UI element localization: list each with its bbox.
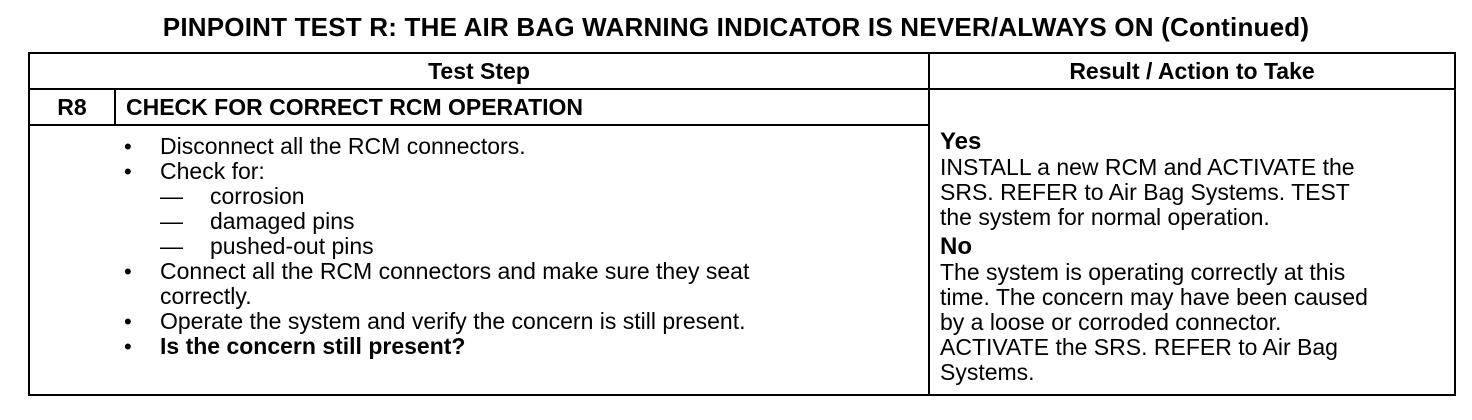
- header-test-step: Test Step: [428, 58, 530, 84]
- result-action-line: SRS. REFER to Air Bag Systems. TEST: [940, 179, 1350, 205]
- pinpoint-test-table: [28, 52, 1456, 396]
- step-id: R8: [57, 94, 87, 120]
- dash-icon: —: [160, 208, 183, 234]
- result-action-line: by a loose or corroded connector.: [940, 309, 1282, 335]
- instruction-text: Is the concern still present?: [160, 333, 466, 359]
- sub-item-text: pushed-out pins: [210, 233, 374, 259]
- result-action-line: The system is operating correctly at this: [940, 259, 1346, 285]
- bullet-icon: •: [124, 259, 132, 284]
- result-action-line: Systems.: [940, 359, 1035, 385]
- column-divider: [928, 54, 930, 394]
- sub-item-text: corrosion: [210, 183, 305, 209]
- bullet-icon: •: [124, 134, 132, 159]
- header-divider: [30, 88, 1454, 90]
- bullet-icon: •: [124, 309, 132, 334]
- sub-item-text: damaged pins: [210, 208, 355, 234]
- result-action-line: INSTALL a new RCM and ACTIVATE the: [940, 154, 1355, 180]
- instruction-text: Disconnect all the RCM connectors.: [160, 133, 526, 159]
- result-action-line: time. The concern may have been caused: [940, 284, 1368, 310]
- bullet-icon: •: [124, 159, 132, 184]
- instruction-text: Operate the system and verify the concern is still present.: [160, 308, 746, 334]
- dash-icon: —: [160, 183, 183, 209]
- result-label-yes: Yes: [940, 128, 982, 155]
- instruction-text: Check for:: [160, 158, 265, 184]
- step-title-divider: [30, 124, 928, 126]
- step-title: CHECK FOR CORRECT RCM OPERATION: [126, 94, 584, 120]
- result-action-line: ACTIVATE the SRS. REFER to Air Bag: [940, 334, 1338, 360]
- result-label-no: No: [940, 233, 972, 260]
- bullet-icon: •: [124, 334, 132, 359]
- step-id-divider: [114, 90, 116, 124]
- dash-icon: —: [160, 233, 183, 259]
- result-action-line: the system for normal operation.: [940, 204, 1270, 230]
- header-result-action: Result / Action to Take: [1069, 58, 1315, 84]
- instruction-continuation: correctly.: [160, 283, 252, 309]
- result-column: [940, 128, 1440, 385]
- page-title: PINPOINT TEST R: THE AIR BAG WARNING INDICATOR IS NEVER/ALWAYS ON (Continued): [162, 12, 1310, 42]
- instruction-text: Connect all the RCM connectors and make sure they seat: [160, 258, 750, 284]
